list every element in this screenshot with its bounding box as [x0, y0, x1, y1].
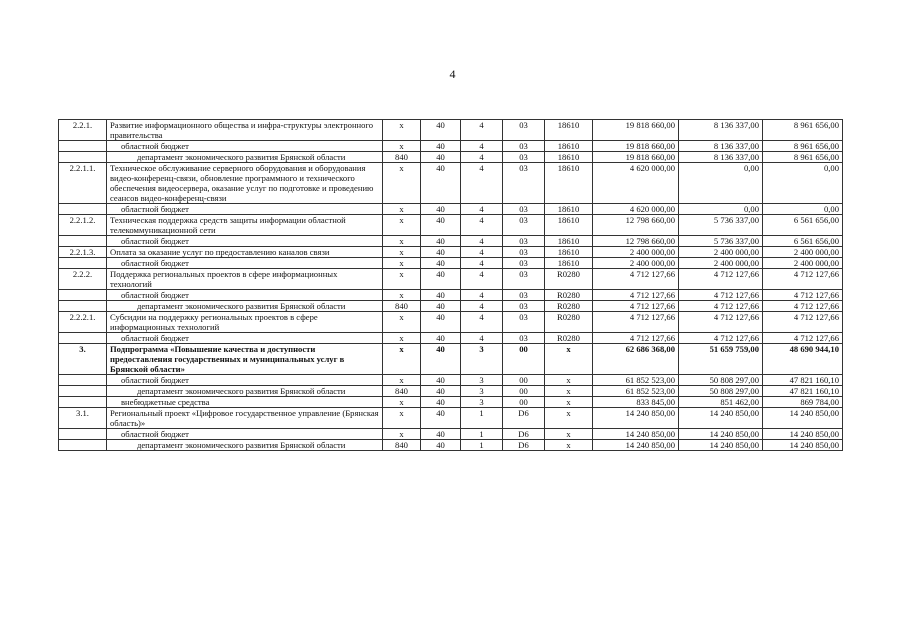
row-name: Развитие информационного общества и инфра-структуры электронного правительства: [107, 120, 383, 141]
code-direction: 18610: [545, 204, 593, 215]
page-number: 4: [449, 67, 456, 81]
code-subprogram: 3: [461, 344, 503, 375]
sum-year-1: 833 845,00: [593, 397, 679, 408]
code-measure: 03: [503, 152, 545, 163]
code-subprogram: 4: [461, 141, 503, 152]
sum-year-1: 12 798 660,00: [593, 236, 679, 247]
code-subprogram: 4: [461, 204, 503, 215]
row-number: [59, 141, 107, 152]
sum-year-1: 61 852 523,00: [593, 375, 679, 386]
sum-year-3: 14 240 850,00: [763, 408, 843, 429]
sum-year-2: 14 240 850,00: [679, 408, 763, 429]
table-row: [59, 163, 843, 204]
row-name: департамент экономического развития Брянской области: [107, 301, 383, 312]
code-program: 40: [421, 408, 461, 429]
row-number: 2.2.1.2.: [59, 215, 107, 236]
row-number: [59, 152, 107, 163]
code-direction: x: [545, 408, 593, 429]
table-row: [59, 258, 843, 269]
sum-year-1: 62 686 368,00: [593, 344, 679, 375]
code-measure: 00: [503, 386, 545, 397]
code-subprogram: 1: [461, 408, 503, 429]
code-subprogram: 1: [461, 429, 503, 440]
row-number: [59, 290, 107, 301]
code-program: 40: [421, 301, 461, 312]
sum-year-2: 51 659 759,00: [679, 344, 763, 375]
row-number: [59, 236, 107, 247]
code-subprogram: 4: [461, 333, 503, 344]
sum-year-3: 47 821 160,10: [763, 375, 843, 386]
code-subprogram: 4: [461, 215, 503, 236]
sum-year-3: 4 712 127,66: [763, 290, 843, 301]
row-name: областной бюджет: [107, 333, 383, 344]
code-admin: x: [383, 258, 421, 269]
code-program: 40: [421, 397, 461, 408]
row-name: департамент экономического развития Брянской области: [107, 440, 383, 451]
table-row: [59, 269, 843, 290]
code-admin: 840: [383, 301, 421, 312]
code-measure: 03: [503, 333, 545, 344]
code-direction: 18610: [545, 247, 593, 258]
row-number: [59, 333, 107, 344]
code-admin: x: [383, 120, 421, 141]
code-program: 40: [421, 269, 461, 290]
code-program: 40: [421, 141, 461, 152]
code-direction: x: [545, 440, 593, 451]
row-name: областной бюджет: [107, 429, 383, 440]
row-number: 3.1.: [59, 408, 107, 429]
row-name: Подпрограмма «Повышение качества и доступности предоставления государственных и муниципальных услуг в Брянской области»: [107, 344, 383, 375]
code-admin: x: [383, 397, 421, 408]
code-program: 40: [421, 290, 461, 301]
row-name: областной бюджет: [107, 141, 383, 152]
sum-year-1: 19 818 660,00: [593, 120, 679, 141]
sum-year-3: 0,00: [763, 204, 843, 215]
row-name: областной бюджет: [107, 375, 383, 386]
code-subprogram: 1: [461, 440, 503, 451]
code-measure: 00: [503, 375, 545, 386]
code-admin: x: [383, 215, 421, 236]
sum-year-1: 2 400 000,00: [593, 247, 679, 258]
code-direction: R0280: [545, 312, 593, 333]
sum-year-2: 8 136 337,00: [679, 152, 763, 163]
code-measure: D6: [503, 408, 545, 429]
code-direction: 18610: [545, 152, 593, 163]
sum-year-2: 5 736 337,00: [679, 215, 763, 236]
code-program: 40: [421, 236, 461, 247]
sum-year-2: 2 400 000,00: [679, 258, 763, 269]
sum-year-1: 14 240 850,00: [593, 408, 679, 429]
table-row: [59, 375, 843, 386]
code-admin: x: [383, 408, 421, 429]
code-program: 40: [421, 247, 461, 258]
code-direction: x: [545, 375, 593, 386]
row-name: Техническая поддержка средств защиты информации областной телекоммуникационной сети: [107, 215, 383, 236]
row-name: Оплата за оказание услуг по предоставлению каналов связи: [107, 247, 383, 258]
row-number: 2.2.2.1.: [59, 312, 107, 333]
sum-year-1: 12 798 660,00: [593, 215, 679, 236]
table-row: [59, 152, 843, 163]
code-subprogram: 4: [461, 269, 503, 290]
code-direction: R0280: [545, 269, 593, 290]
code-measure: 03: [503, 204, 545, 215]
code-admin: x: [383, 312, 421, 333]
row-number: [59, 440, 107, 451]
row-name: Поддержка региональных проектов в сфере информационных технологий: [107, 269, 383, 290]
sum-year-3: 14 240 850,00: [763, 429, 843, 440]
sum-year-1: 4 620 000,00: [593, 204, 679, 215]
row-number: [59, 386, 107, 397]
code-measure: 03: [503, 247, 545, 258]
code-program: 40: [421, 429, 461, 440]
row-name: областной бюджет: [107, 236, 383, 247]
sum-year-3: 869 784,00: [763, 397, 843, 408]
code-direction: R0280: [545, 301, 593, 312]
sum-year-2: 14 240 850,00: [679, 429, 763, 440]
row-number: [59, 258, 107, 269]
table-row: [59, 247, 843, 258]
row-number: [59, 429, 107, 440]
sum-year-3: 0,00: [763, 163, 843, 204]
code-admin: x: [383, 247, 421, 258]
code-subprogram: 4: [461, 163, 503, 204]
code-subprogram: 4: [461, 258, 503, 269]
sum-year-3: 14 240 850,00: [763, 440, 843, 451]
row-number: 2.2.1.3.: [59, 247, 107, 258]
row-name: областной бюджет: [107, 204, 383, 215]
sum-year-2: 4 712 127,66: [679, 301, 763, 312]
table-row: [59, 440, 843, 451]
code-program: 40: [421, 312, 461, 333]
code-subprogram: 3: [461, 397, 503, 408]
code-subprogram: 4: [461, 247, 503, 258]
sum-year-3: 8 961 656,00: [763, 120, 843, 141]
code-subprogram: 4: [461, 290, 503, 301]
sum-year-3: 4 712 127,66: [763, 333, 843, 344]
code-measure: 03: [503, 301, 545, 312]
code-subprogram: 3: [461, 375, 503, 386]
sum-year-1: 61 852 523,00: [593, 386, 679, 397]
code-direction: 18610: [545, 258, 593, 269]
sum-year-2: 8 136 337,00: [679, 141, 763, 152]
code-direction: 18610: [545, 120, 593, 141]
code-admin: x: [383, 344, 421, 375]
sum-year-3: 4 712 127,66: [763, 312, 843, 333]
table-body: [59, 120, 843, 451]
row-number: [59, 204, 107, 215]
row-number: 2.2.1.: [59, 120, 107, 141]
sum-year-1: 4 712 127,66: [593, 301, 679, 312]
sum-year-3: 8 961 656,00: [763, 152, 843, 163]
code-program: 40: [421, 163, 461, 204]
row-name: областной бюджет: [107, 290, 383, 301]
sum-year-2: 8 136 337,00: [679, 120, 763, 141]
sum-year-1: 2 400 000,00: [593, 258, 679, 269]
sum-year-2: 851 462,00: [679, 397, 763, 408]
sum-year-3: 47 821 160,10: [763, 386, 843, 397]
sum-year-1: 19 818 660,00: [593, 141, 679, 152]
row-name: департамент экономического развития Брянской области: [107, 386, 383, 397]
code-measure: 03: [503, 269, 545, 290]
sum-year-2: 50 808 297,00: [679, 386, 763, 397]
row-number: 2.2.2.: [59, 269, 107, 290]
code-direction: 18610: [545, 236, 593, 247]
table-row: [59, 120, 843, 141]
table-row: [59, 141, 843, 152]
code-subprogram: 4: [461, 301, 503, 312]
code-measure: 03: [503, 312, 545, 333]
sum-year-2: 4 712 127,66: [679, 312, 763, 333]
row-number: 2.2.1.1.: [59, 163, 107, 204]
code-measure: 03: [503, 141, 545, 152]
code-admin: 840: [383, 152, 421, 163]
row-number: [59, 301, 107, 312]
row-name: внебюджетные средства: [107, 397, 383, 408]
code-direction: x: [545, 429, 593, 440]
code-subprogram: 4: [461, 152, 503, 163]
code-program: 40: [421, 215, 461, 236]
sum-year-2: 5 736 337,00: [679, 236, 763, 247]
code-measure: 03: [503, 120, 545, 141]
table-row: [59, 429, 843, 440]
sum-year-2: 4 712 127,66: [679, 290, 763, 301]
row-number: 3.: [59, 344, 107, 375]
code-measure: 03: [503, 215, 545, 236]
sum-year-1: 19 818 660,00: [593, 152, 679, 163]
code-subprogram: 4: [461, 236, 503, 247]
code-measure: 03: [503, 163, 545, 204]
code-admin: x: [383, 141, 421, 152]
sum-year-2: 2 400 000,00: [679, 247, 763, 258]
table-row: [59, 344, 843, 375]
code-program: 40: [421, 152, 461, 163]
code-subprogram: 4: [461, 120, 503, 141]
sum-year-2: 50 808 297,00: [679, 375, 763, 386]
code-direction: 18610: [545, 141, 593, 152]
code-program: 40: [421, 440, 461, 451]
sum-year-1: 4 712 127,66: [593, 333, 679, 344]
code-direction: 18610: [545, 163, 593, 204]
code-measure: 00: [503, 397, 545, 408]
code-admin: x: [383, 204, 421, 215]
table-row: [59, 204, 843, 215]
code-admin: 840: [383, 386, 421, 397]
table-row: [59, 215, 843, 236]
row-name: Техническое обслуживание серверного оборудования и оборудования видео-конференц-связи, обновление программного и технического обеспечения видеосервера, оказание услуг по подготовке и проведению сеансов видео-конференц-связи: [107, 163, 383, 204]
sum-year-2: 14 240 850,00: [679, 440, 763, 451]
sum-year-1: 4 620 000,00: [593, 163, 679, 204]
table-row: [59, 236, 843, 247]
sum-year-3: 48 690 944,10: [763, 344, 843, 375]
code-direction: x: [545, 344, 593, 375]
sum-year-3: 6 561 656,00: [763, 215, 843, 236]
sum-year-1: 14 240 850,00: [593, 440, 679, 451]
code-admin: x: [383, 290, 421, 301]
table-row: [59, 312, 843, 333]
code-subprogram: 4: [461, 312, 503, 333]
table-row: [59, 386, 843, 397]
code-measure: D6: [503, 440, 545, 451]
code-measure: 03: [503, 290, 545, 301]
code-measure: 00: [503, 344, 545, 375]
code-program: 40: [421, 120, 461, 141]
code-program: 40: [421, 375, 461, 386]
row-number: [59, 375, 107, 386]
sum-year-3: 4 712 127,66: [763, 301, 843, 312]
code-admin: x: [383, 429, 421, 440]
budget-table: [58, 119, 843, 451]
code-admin: x: [383, 333, 421, 344]
sum-year-1: 4 712 127,66: [593, 312, 679, 333]
sum-year-3: 4 712 127,66: [763, 269, 843, 290]
sum-year-2: 0,00: [679, 204, 763, 215]
code-direction: R0280: [545, 290, 593, 301]
code-direction: x: [545, 397, 593, 408]
code-direction: R0280: [545, 333, 593, 344]
table-row: [59, 301, 843, 312]
table-row: [59, 397, 843, 408]
code-measure: 03: [503, 258, 545, 269]
sum-year-2: 4 712 127,66: [679, 269, 763, 290]
code-admin: 840: [383, 440, 421, 451]
code-program: 40: [421, 258, 461, 269]
sum-year-1: 4 712 127,66: [593, 269, 679, 290]
code-admin: x: [383, 269, 421, 290]
code-admin: x: [383, 375, 421, 386]
code-subprogram: 3: [461, 386, 503, 397]
sum-year-2: 0,00: [679, 163, 763, 204]
row-name: областной бюджет: [107, 258, 383, 269]
row-number: [59, 397, 107, 408]
code-admin: x: [383, 163, 421, 204]
code-direction: 18610: [545, 215, 593, 236]
sum-year-3: 2 400 000,00: [763, 247, 843, 258]
row-name: Региональный проект «Цифровое государственное управление (Брянская область)»: [107, 408, 383, 429]
sum-year-3: 2 400 000,00: [763, 258, 843, 269]
sum-year-3: 8 961 656,00: [763, 141, 843, 152]
code-measure: 03: [503, 236, 545, 247]
code-program: 40: [421, 386, 461, 397]
table-row: [59, 333, 843, 344]
sum-year-1: 4 712 127,66: [593, 290, 679, 301]
row-name: Субсидии на поддержку региональных проектов в сфере информационных технологий: [107, 312, 383, 333]
code-program: 40: [421, 204, 461, 215]
table-row: [59, 408, 843, 429]
table-row: [59, 290, 843, 301]
code-measure: D6: [503, 429, 545, 440]
sum-year-2: 4 712 127,66: [679, 333, 763, 344]
code-direction: x: [545, 386, 593, 397]
sum-year-3: 6 561 656,00: [763, 236, 843, 247]
sum-year-1: 14 240 850,00: [593, 429, 679, 440]
code-admin: x: [383, 236, 421, 247]
row-name: департамент экономического развития Брянской области: [107, 152, 383, 163]
code-program: 40: [421, 333, 461, 344]
code-program: 40: [421, 344, 461, 375]
